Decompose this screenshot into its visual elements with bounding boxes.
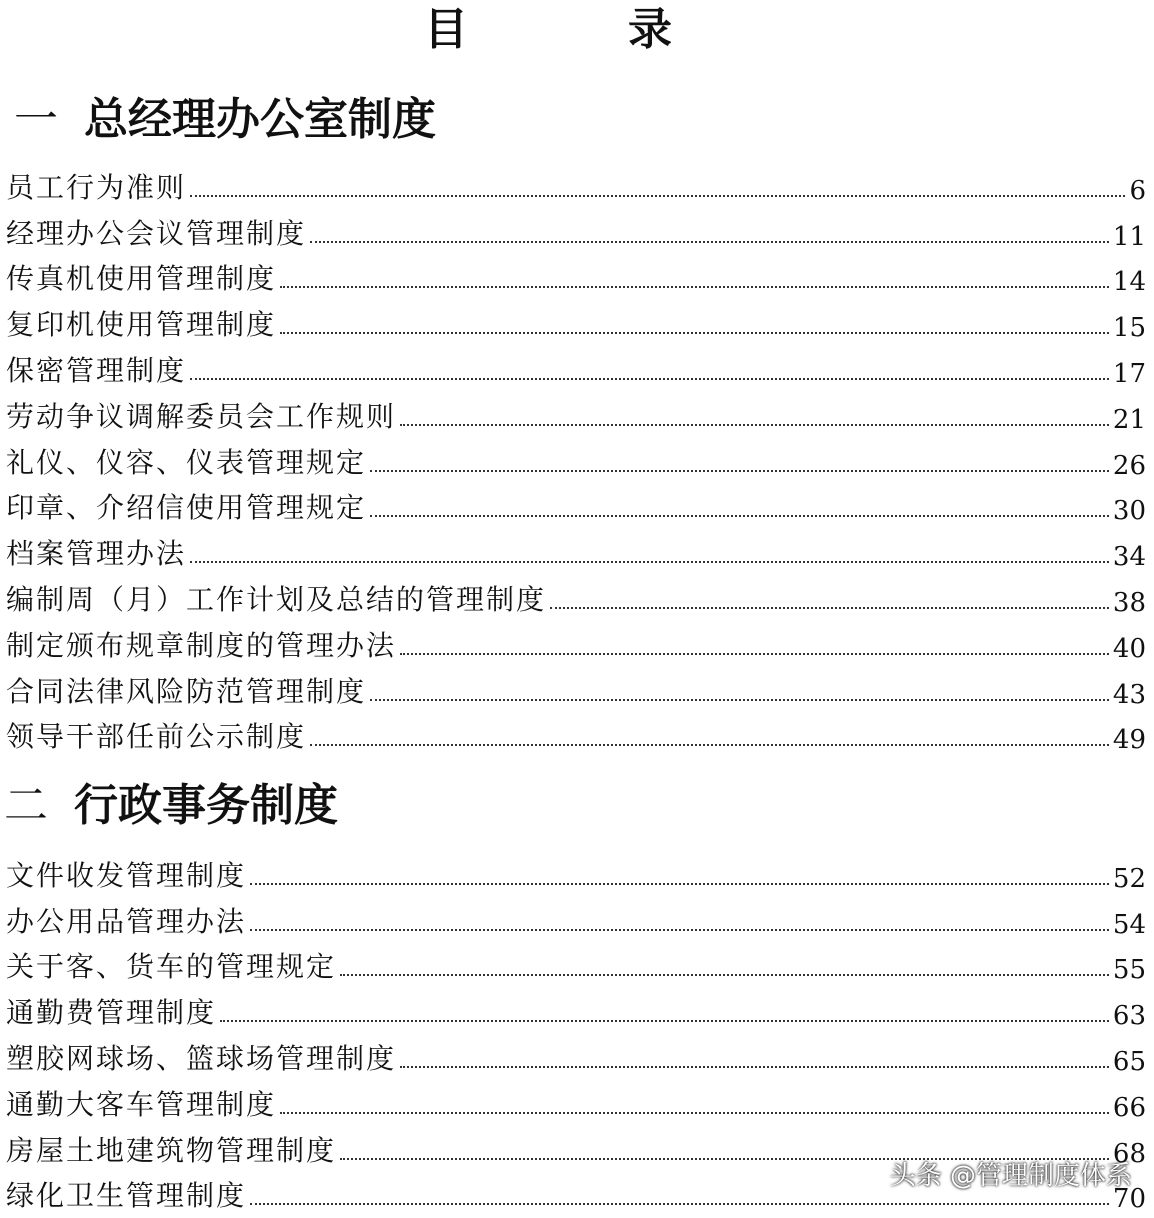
toc-entry-page-number: 21: [1112, 404, 1146, 435]
toc-entry[interactable]: [6, 710, 1146, 756]
toc-entry-label: 文件收发管理制度: [6, 858, 247, 892]
dot-leader: [250, 882, 1109, 885]
toc-entry[interactable]: [6, 1077, 1146, 1123]
toc-entry-page-number: 40: [1112, 633, 1146, 664]
toc-entry-page-number: 55: [1112, 955, 1146, 986]
toc-entry-label: 编制周（月）工作计划及总结的管理制度: [6, 582, 547, 616]
toc-entry-label: 复印机使用管理制度: [6, 308, 277, 342]
toc-entry-page-number: 34: [1112, 542, 1146, 573]
toc-entry-label: 绿化卫生管理制度: [6, 1179, 247, 1213]
toc-entry-page-number: 63: [1112, 1001, 1146, 1032]
section-title: 总经理办公室制度: [84, 94, 436, 145]
toc-entry-page-number: 11: [1112, 221, 1146, 252]
toc-entry-page-number: 70: [1112, 1184, 1146, 1215]
toc-entry[interactable]: [6, 940, 1146, 986]
toc-entry[interactable]: [6, 1031, 1146, 1077]
dot-leader: [400, 423, 1109, 426]
toc-entry-page-number: 52: [1112, 863, 1146, 894]
toc-entry-label: 保密管理制度: [6, 353, 187, 387]
toc-entry[interactable]: [6, 618, 1146, 664]
dot-leader: [280, 285, 1109, 288]
toc-entry-page-number: 49: [1112, 725, 1146, 756]
toc-entry-page-number: 26: [1112, 450, 1146, 481]
toc-entry-page-number: 15: [1112, 313, 1146, 344]
dot-leader: [370, 514, 1109, 517]
toc-entry-label: 传真机使用管理制度: [6, 262, 277, 296]
section-number: 二: [4, 780, 48, 831]
toc-entry-label: 印章、介绍信使用管理规定: [6, 491, 367, 525]
toc-entry-label: 通勤费管理制度: [6, 996, 217, 1030]
toc-entry[interactable]: [6, 664, 1146, 710]
section-heading-1: [14, 92, 436, 148]
toc-entry-label: 办公用品管理办法: [6, 904, 247, 938]
toc-entry-label: 劳动争议调解委员会工作规则: [6, 399, 397, 433]
toc-entry[interactable]: [6, 343, 1146, 389]
toc-entry-label: 领导干部任前公示制度: [6, 720, 307, 754]
toc-entry[interactable]: [6, 526, 1146, 572]
toc-entry-page-number: 30: [1112, 496, 1146, 527]
toc-entry-label: 制定颁布规章制度的管理办法: [6, 628, 397, 662]
dot-leader: [340, 973, 1109, 976]
dot-leader: [190, 194, 1125, 197]
dot-leader: [220, 1019, 1109, 1022]
toc-entry[interactable]: [6, 206, 1146, 252]
section-number: 一: [14, 94, 58, 145]
toc-entry[interactable]: [6, 894, 1146, 940]
toc-entry-label: 礼仪、仪容、仪表管理规定: [6, 445, 367, 479]
toc-entry-label: 经理办公会议管理制度: [6, 216, 307, 250]
toc-entry-page-number: 17: [1112, 358, 1146, 389]
toc-entry-label: 档案管理办法: [6, 537, 187, 571]
toc-entry-label: 关于客、货车的管理规定: [6, 950, 337, 984]
toc-entry-page-number: 6: [1129, 175, 1146, 206]
toc-entry[interactable]: [6, 389, 1146, 435]
toc-entry-page-number: 54: [1112, 909, 1146, 940]
toc-entry[interactable]: [6, 435, 1146, 481]
toc-entry-page-number: 38: [1112, 587, 1146, 618]
dot-leader: [250, 928, 1109, 931]
dot-leader: [310, 743, 1109, 746]
dot-leader: [370, 698, 1109, 701]
dot-leader: [400, 1065, 1109, 1068]
toc-entry[interactable]: [6, 848, 1146, 894]
toc-entry-label: 通勤大客车管理制度: [6, 1087, 277, 1121]
watermark: 头条 @管理制度体系: [889, 1161, 1132, 1191]
toc-entry[interactable]: [6, 481, 1146, 527]
dot-leader: [310, 240, 1109, 243]
toc-entry-label: 房屋土地建筑物管理制度: [6, 1133, 337, 1167]
toc-entry-page-number: 14: [1112, 267, 1146, 298]
toc-entry-page-number: 43: [1112, 679, 1146, 710]
toc-entry[interactable]: [6, 572, 1146, 618]
dot-leader: [190, 377, 1109, 380]
toc-entry[interactable]: [6, 985, 1146, 1031]
dot-leader: [190, 560, 1109, 563]
toc-entry-label: 员工行为准则: [6, 170, 187, 204]
section-title: 行政事务制度: [74, 780, 338, 831]
toc-entry-page-number: 68: [1112, 1138, 1146, 1169]
dot-leader: [250, 1202, 1109, 1205]
section-heading-2: [4, 778, 338, 834]
section-1-entries: [6, 160, 1146, 755]
toc-entry[interactable]: [6, 252, 1146, 298]
toc-entry[interactable]: [6, 297, 1146, 343]
toc-entry-label: 塑胶网球场、篮球场管理制度: [6, 1041, 397, 1075]
dot-leader: [280, 1111, 1109, 1114]
dot-leader: [550, 606, 1109, 609]
toc-entry-page-number: 65: [1112, 1046, 1146, 1077]
dot-leader: [370, 469, 1109, 472]
toc-entry[interactable]: [6, 160, 1146, 206]
toc-entry-label: 合同法律风险防范管理制度: [6, 674, 367, 708]
toc-title: 目 录: [424, 4, 730, 55]
dot-leader: [280, 331, 1109, 334]
toc-entry-page-number: 66: [1112, 1092, 1146, 1123]
dot-leader: [400, 652, 1109, 655]
